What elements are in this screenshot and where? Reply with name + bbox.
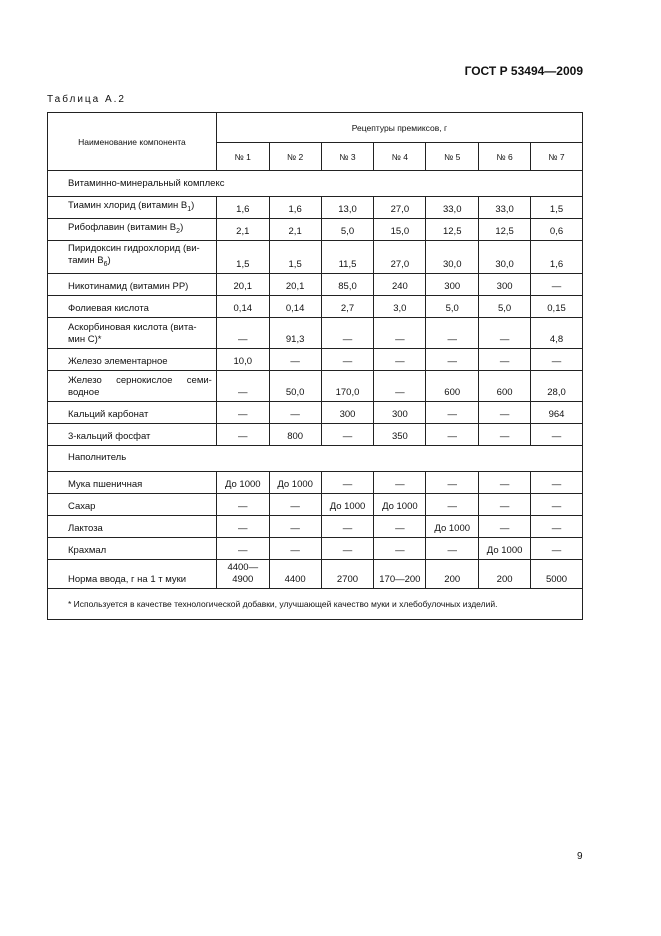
value-cell: — xyxy=(426,423,479,445)
standard-number: ГОСТ Р 53494—2009 xyxy=(464,64,583,78)
value-cell: До 1000 xyxy=(426,515,479,537)
value-cell: — xyxy=(269,493,321,515)
component-name-text: Рибофлавин (витамин B xyxy=(68,222,177,234)
component-name-text: Железо элементарное xyxy=(68,355,168,367)
table-row xyxy=(48,197,583,219)
vitamin-subscript: 2 xyxy=(176,228,181,235)
component-name-text: Фолиевая кислота xyxy=(68,302,149,314)
value-cell: 800 xyxy=(269,423,321,445)
table-row xyxy=(48,241,583,274)
value-cell: 4400—4900 xyxy=(216,559,269,588)
value-cell: — xyxy=(479,515,531,537)
value-cell: 600 xyxy=(479,370,531,401)
value-cell: — xyxy=(216,317,269,348)
section-row-fillers xyxy=(48,445,583,471)
component-name xyxy=(48,515,217,537)
value-cell: 27,0 xyxy=(374,241,426,274)
footnote: * Используется в качестве технологической добавки, улучшающей качество муки и хлебобулочных изделий. xyxy=(48,588,583,619)
value-cell: — xyxy=(426,317,479,348)
component-name xyxy=(48,219,217,241)
value-cell: — xyxy=(479,423,531,445)
component-name xyxy=(48,273,217,295)
value-cell: — xyxy=(269,537,321,559)
table-row xyxy=(48,348,583,370)
value-cell: — xyxy=(374,317,426,348)
vitamin-subscript: 1 xyxy=(187,206,192,213)
value-cell: До 1000 xyxy=(374,493,426,515)
value-cell: — xyxy=(269,348,321,370)
value-cell: 2,1 xyxy=(269,219,321,241)
component-name-suffix: ) xyxy=(180,222,184,234)
component-name xyxy=(48,401,217,423)
component-name-line1: Аскорбиновая кислота (вита- xyxy=(68,321,197,333)
value-cell: До 1000 xyxy=(321,493,374,515)
table-row xyxy=(48,295,583,317)
component-name xyxy=(48,197,217,219)
table-row xyxy=(48,559,583,588)
component-name xyxy=(48,317,217,348)
value-cell: 240 xyxy=(374,273,426,295)
value-cell: 85,0 xyxy=(321,273,374,295)
value-cell: До 1000 xyxy=(479,537,531,559)
recipe-header: № 4 xyxy=(374,143,426,171)
component-name-text: Мука пшеничная xyxy=(68,478,143,490)
table-row xyxy=(48,401,583,423)
table-row xyxy=(48,423,583,445)
recipe-header: № 5 xyxy=(426,143,479,171)
value-cell: 11,5 xyxy=(321,241,374,274)
component-name-text: Лактоза xyxy=(68,522,103,534)
component-name-text: Сахар xyxy=(68,500,96,512)
component-name-suffix: ) xyxy=(107,255,111,266)
component-name xyxy=(48,423,217,445)
value-cell: — xyxy=(374,348,426,370)
table-row xyxy=(48,317,583,348)
component-name xyxy=(48,348,217,370)
table-row xyxy=(48,537,583,559)
component-name-suffix: ) xyxy=(191,200,195,212)
value-cell: 15,0 xyxy=(374,219,426,241)
component-name-text: Никотинамид (витамин PP) xyxy=(68,280,189,292)
value-cell: — xyxy=(426,401,479,423)
value-cell: — xyxy=(531,515,583,537)
value-cell: 0,6 xyxy=(531,219,583,241)
value-cell: — xyxy=(531,423,583,445)
value-cell: 27,0 xyxy=(374,197,426,219)
table-body xyxy=(48,113,583,620)
component-name xyxy=(48,295,217,317)
value-cell: — xyxy=(216,537,269,559)
component-name xyxy=(48,559,217,588)
value-cell: 350 xyxy=(374,423,426,445)
value-cell: 300 xyxy=(321,401,374,423)
component-name xyxy=(48,241,217,274)
value-cell: — xyxy=(531,273,583,295)
value-cell: 33,0 xyxy=(479,197,531,219)
table-row xyxy=(48,370,583,401)
value-cell: — xyxy=(321,348,374,370)
recipe-header: № 7 xyxy=(531,143,583,171)
value-cell: — xyxy=(531,493,583,515)
component-name xyxy=(48,370,217,401)
value-cell: — xyxy=(216,401,269,423)
value-cell: 30,0 xyxy=(426,241,479,274)
value-cell: — xyxy=(321,317,374,348)
component-name xyxy=(48,471,217,493)
value-cell: 2,1 xyxy=(216,219,269,241)
component-name-text: Тиамин хлорид (витамин B xyxy=(68,200,188,212)
value-cell: — xyxy=(321,515,374,537)
value-cell: 91,3 xyxy=(269,317,321,348)
value-cell: 5000 xyxy=(531,559,583,588)
value-cell: 13,0 xyxy=(321,197,374,219)
value-cell: — xyxy=(479,401,531,423)
value-cell: — xyxy=(531,348,583,370)
value-cell: 300 xyxy=(426,273,479,295)
recipe-header: № 2 xyxy=(269,143,321,171)
value-cell: — xyxy=(216,493,269,515)
component-name-text: Кальций карбонат xyxy=(68,408,149,420)
value-cell: — xyxy=(216,515,269,537)
header-row xyxy=(48,113,583,143)
vitamin-subscript: 6 xyxy=(103,260,108,268)
value-cell: — xyxy=(269,515,321,537)
value-cell: 5,0 xyxy=(479,295,531,317)
value-cell: 600 xyxy=(426,370,479,401)
value-cell: 2,7 xyxy=(321,295,374,317)
recipe-header: № 3 xyxy=(321,143,374,171)
component-name xyxy=(48,537,217,559)
value-cell: — xyxy=(479,471,531,493)
value-cell: 4,8 xyxy=(531,317,583,348)
value-cell: 50,0 xyxy=(269,370,321,401)
value-cell: — xyxy=(374,370,426,401)
value-cell: — xyxy=(531,537,583,559)
component-name-text: мин С)* xyxy=(68,333,102,345)
recipe-header: № 1 xyxy=(216,143,269,171)
recipe-header: № 6 xyxy=(479,143,531,171)
value-cell: 1,6 xyxy=(269,197,321,219)
value-cell: 4400 xyxy=(269,559,321,588)
value-cell: — xyxy=(321,471,374,493)
value-cell: — xyxy=(479,317,531,348)
value-cell: 1,6 xyxy=(216,197,269,219)
value-cell: — xyxy=(374,537,426,559)
value-cell: 300 xyxy=(479,273,531,295)
table-row xyxy=(48,273,583,295)
value-cell: — xyxy=(479,493,531,515)
value-cell: — xyxy=(321,423,374,445)
value-cell: 0,14 xyxy=(216,295,269,317)
component-name-line1: Пиридоксин гидрохлорид (ви- xyxy=(68,243,200,254)
premix-table xyxy=(47,112,583,620)
value-cell: До 1000 xyxy=(216,471,269,493)
value-cell: — xyxy=(426,493,479,515)
value-cell: — xyxy=(374,471,426,493)
value-cell: 1,5 xyxy=(216,241,269,274)
value-cell: — xyxy=(426,471,479,493)
value-cell: До 1000 xyxy=(269,471,321,493)
value-cell: 0,15 xyxy=(531,295,583,317)
value-cell: 0,14 xyxy=(269,295,321,317)
value-cell: 12,5 xyxy=(479,219,531,241)
value-cell: 10,0 xyxy=(216,348,269,370)
value-cell: 964 xyxy=(531,401,583,423)
page-number: 9 xyxy=(577,851,583,862)
recipes-header: Рецептуры премиксов, г xyxy=(216,113,582,143)
component-name-text: 3-кальций фосфат xyxy=(68,430,151,442)
value-cell: 12,5 xyxy=(426,219,479,241)
value-cell: 300 xyxy=(374,401,426,423)
value-cell: — xyxy=(374,515,426,537)
footnote-row xyxy=(48,588,583,619)
component-name xyxy=(48,493,217,515)
value-cell: — xyxy=(321,537,374,559)
value-cell: — xyxy=(531,471,583,493)
component-name-text: водное xyxy=(68,386,100,398)
value-cell: 1,6 xyxy=(531,241,583,274)
section-row-vitamins xyxy=(48,171,583,197)
value-cell: 200 xyxy=(479,559,531,588)
value-cell: 200 xyxy=(426,559,479,588)
value-cell: — xyxy=(269,401,321,423)
value-cell: 2700 xyxy=(321,559,374,588)
component-header: Наименование компонента xyxy=(48,113,217,171)
table-row xyxy=(48,219,583,241)
table-row xyxy=(48,493,583,515)
value-cell: 33,0 xyxy=(426,197,479,219)
section-title: Витаминно-минеральный комплекс xyxy=(48,171,583,197)
value-cell: — xyxy=(216,423,269,445)
value-cell: 20,1 xyxy=(216,273,269,295)
value-cell: 20,1 xyxy=(269,273,321,295)
value-cell: 1,5 xyxy=(269,241,321,274)
component-name-line1: Железо сернокислое семи- xyxy=(68,374,212,386)
value-cell: 170—200 xyxy=(374,559,426,588)
component-name-text: тамин B xyxy=(68,255,104,266)
value-cell: 3,0 xyxy=(374,295,426,317)
component-name-text: Крахмал xyxy=(68,544,107,556)
value-cell: 30,0 xyxy=(479,241,531,274)
table-row xyxy=(48,515,583,537)
table-row xyxy=(48,471,583,493)
value-cell: 5,0 xyxy=(321,219,374,241)
value-cell: — xyxy=(426,537,479,559)
value-cell: — xyxy=(479,348,531,370)
value-cell: 170,0 xyxy=(321,370,374,401)
value-cell: 1,5 xyxy=(531,197,583,219)
value-cell: — xyxy=(426,348,479,370)
value-cell: 28,0 xyxy=(531,370,583,401)
component-name-text: Норма ввода, г на 1 т муки xyxy=(68,573,187,585)
table-caption: Таблица А.2 xyxy=(47,94,126,105)
value-cell: 5,0 xyxy=(426,295,479,317)
value-cell: — xyxy=(216,370,269,401)
section-title: Наполнитель xyxy=(48,445,583,471)
